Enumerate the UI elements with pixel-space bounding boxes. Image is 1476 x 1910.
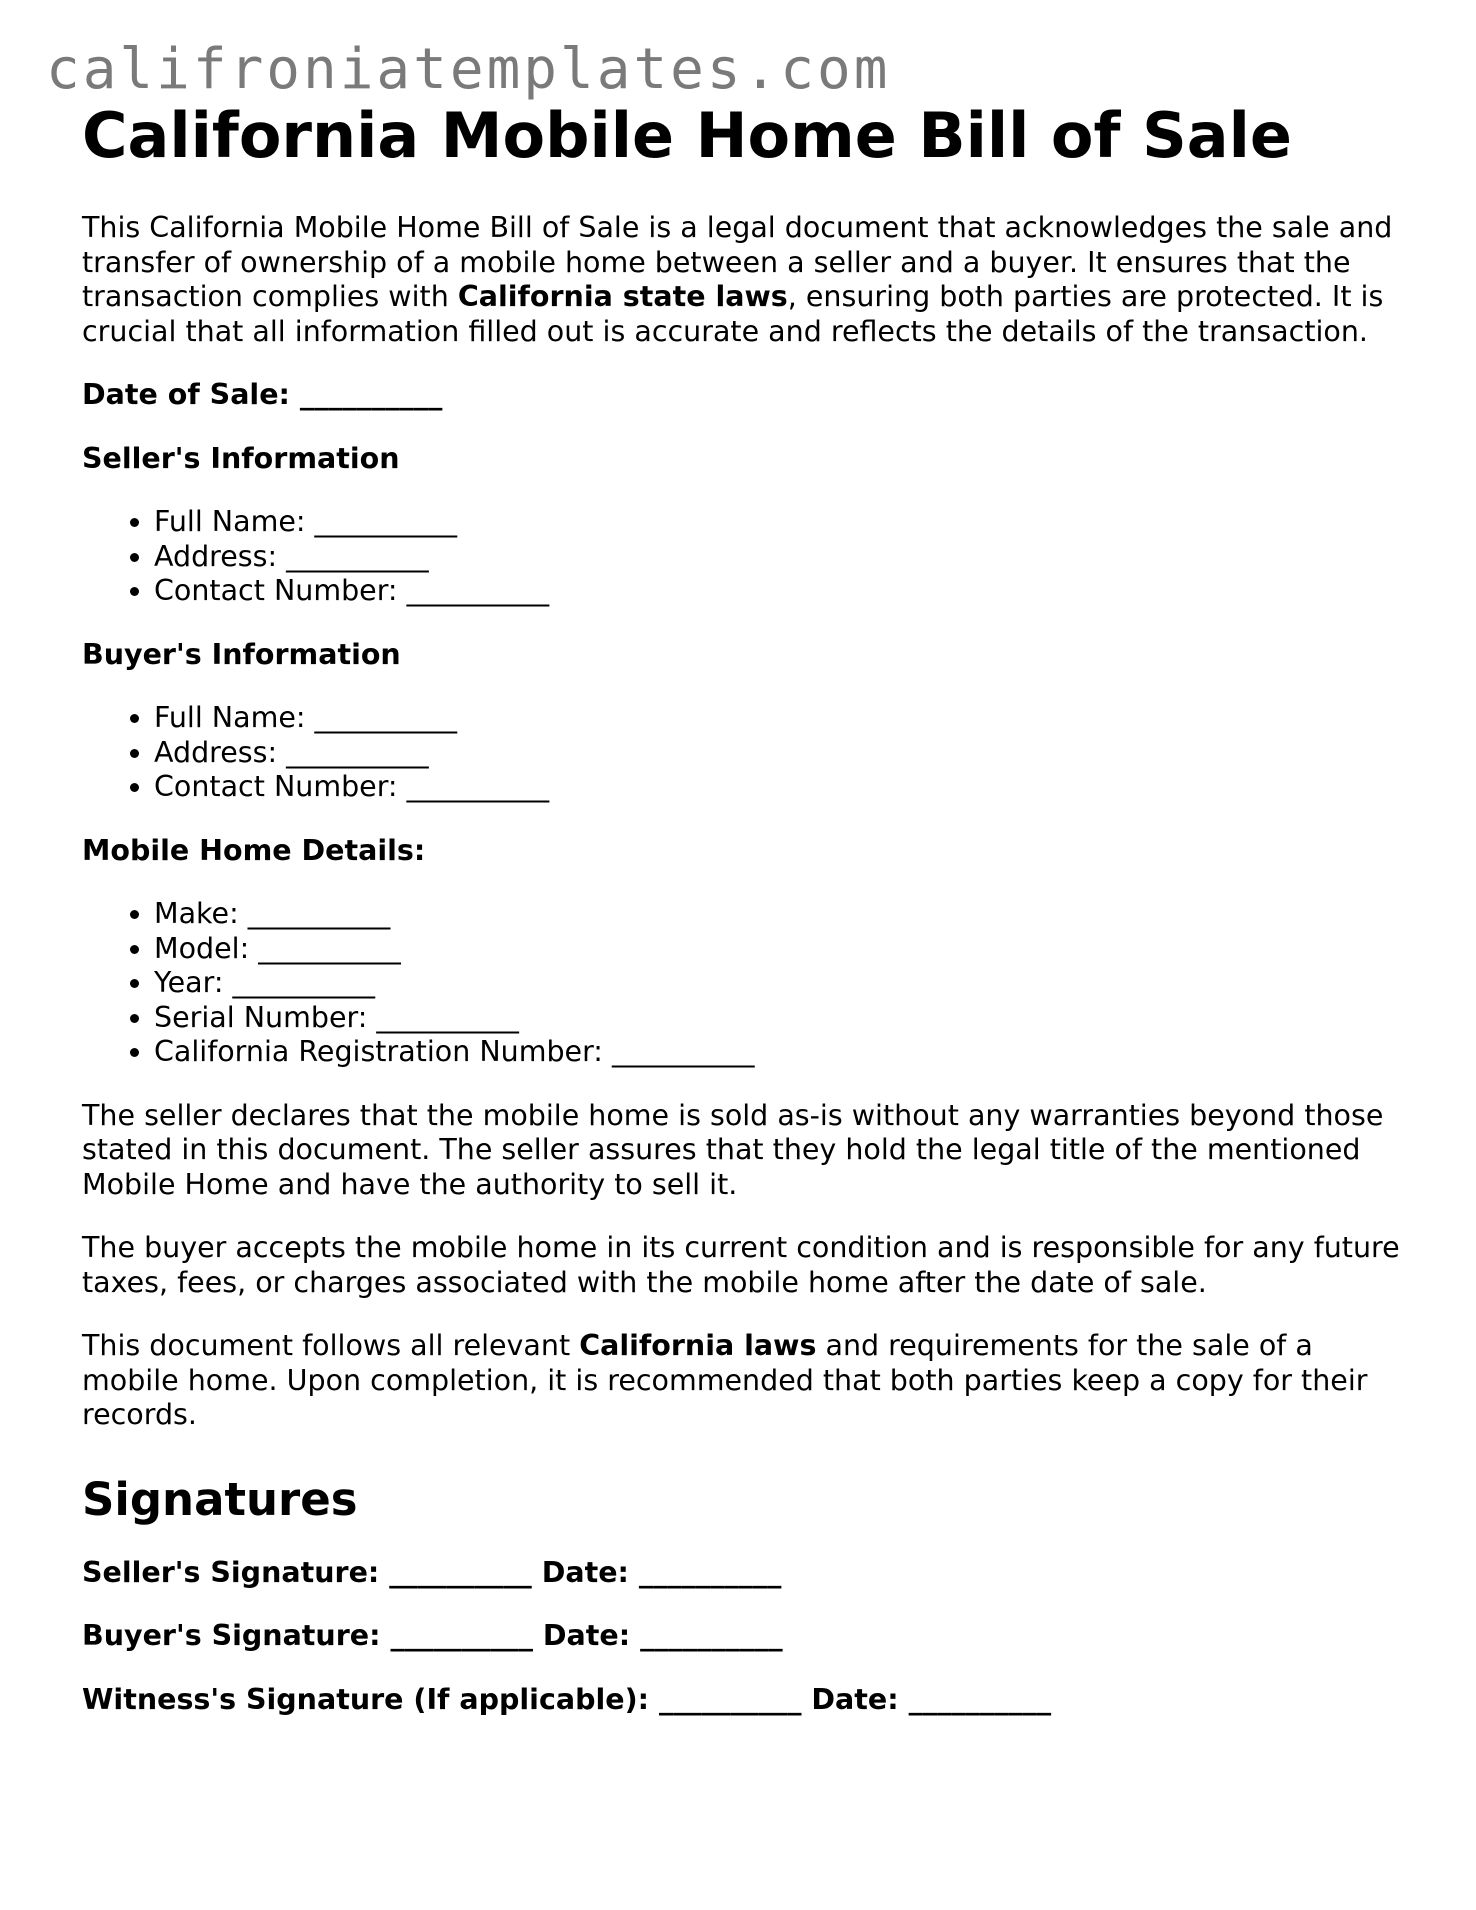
seller-info-list (82, 505, 1412, 609)
buyer-signature-line (82, 1619, 1412, 1654)
field-blank: __________ (286, 735, 429, 769)
field-label: Full Name: (154, 505, 306, 539)
seller-signature-line (82, 1556, 1412, 1591)
field-label: Address: (154, 735, 278, 769)
intro-text-1: This California Mobile Home Bill of Sale is a legal document that acknowledges the sale and transfer of ownership of a mobile home between a seller and a buyer. It ensures that the transaction complies with (82, 211, 1393, 314)
list-item (154, 736, 1412, 771)
date-of-sale-label: Date of Sale: (82, 378, 290, 412)
field-blank: __________ (376, 1000, 519, 1034)
signature-blank: __________ (658, 1682, 802, 1716)
list-item (154, 505, 1412, 540)
compliance-text-2: and requirements for the sale of a mobile home. Upon completion, it is recommended that both parties keep a copy for their records. (82, 1329, 1368, 1432)
compliance-bold-text: California laws (579, 1329, 817, 1363)
field-blank: __________ (286, 539, 429, 573)
buyer-info-heading: Buyer's Information (82, 637, 401, 671)
list-item (154, 966, 1412, 1001)
intro-bold-text: California state laws (457, 280, 788, 314)
field-label: Year: (154, 966, 224, 1000)
date-label: Date: (541, 1555, 629, 1589)
date-blank: __________ (638, 1555, 782, 1589)
field-blank: __________ (611, 1035, 755, 1069)
field-blank: __________ (247, 897, 391, 931)
seller-info-heading: Seller's Information (82, 441, 400, 475)
field-label: Address: (154, 539, 278, 573)
date-of-sale-field (82, 378, 1412, 413)
intro-text-2: , ensuring both parties are protected. It is crucial that all information filled out is accurate and reflects the details of the transaction. (82, 280, 1384, 348)
signature-blank: __________ (390, 1619, 533, 1653)
field-blank: __________ (406, 770, 550, 804)
watermark: califroniatemplates.com (46, 37, 891, 102)
field-blank: __________ (258, 931, 401, 965)
buyer-acceptance-paragraph: The buyer accepts the mobile home in its current condition and is responsible for any future taxes, fees, or charges associated with the mobile home after the date of sale. (82, 1231, 1400, 1299)
intro-paragraph (82, 211, 1412, 349)
mobile-home-details-heading: Mobile Home Details: (82, 833, 426, 867)
date-of-sale-blank: __________ (299, 378, 443, 412)
field-label: Model: (154, 931, 250, 965)
seller-declaration-paragraph: The seller declares that the mobile home is sold as-is without any warranties beyond those stated in this document. The seller assures that they hold the legal title of the mentioned Mobile Home and have the authority to sell it. (82, 1098, 1384, 1201)
field-blank: __________ (314, 505, 458, 539)
signatures-heading: Signatures (82, 1472, 358, 1526)
seller-signature-label: Seller's Signature: (82, 1555, 380, 1589)
field-label: California Registration Number: (154, 1035, 603, 1069)
field-label: Full Name: (154, 701, 306, 735)
document-page (82, 100, 1412, 1717)
date-label: Date: (542, 1619, 631, 1653)
document-title: California Mobile Home Bill of Sale (82, 99, 1292, 172)
list-item (154, 897, 1412, 932)
field-blank: __________ (232, 966, 376, 1000)
date-blank: __________ (908, 1682, 1052, 1716)
compliance-paragraph (82, 1329, 1412, 1433)
buyer-info-list (82, 701, 1412, 805)
list-item (154, 701, 1412, 736)
field-label: Serial Number: (154, 1000, 368, 1034)
list-item (154, 574, 1412, 609)
date-blank: __________ (640, 1619, 783, 1653)
witness-signature-line (82, 1683, 1412, 1718)
witness-signature-label: Witness's Signature (If applicable): (82, 1682, 649, 1716)
field-label: Contact Number: (154, 574, 398, 608)
list-item (154, 540, 1412, 575)
buyer-signature-label: Buyer's Signature: (82, 1619, 381, 1653)
field-label: Make: (154, 897, 239, 931)
field-blank: __________ (314, 701, 458, 735)
list-item (154, 1035, 1412, 1070)
list-item (154, 1001, 1412, 1036)
signature-blank: __________ (389, 1555, 532, 1589)
date-label: Date: (811, 1682, 899, 1716)
compliance-text-1: This document follows all relevant (82, 1329, 580, 1363)
field-label: Contact Number: (154, 770, 398, 804)
field-blank: __________ (406, 574, 550, 608)
list-item (154, 770, 1412, 805)
list-item (154, 932, 1412, 967)
mobile-home-details-list (82, 897, 1412, 1070)
